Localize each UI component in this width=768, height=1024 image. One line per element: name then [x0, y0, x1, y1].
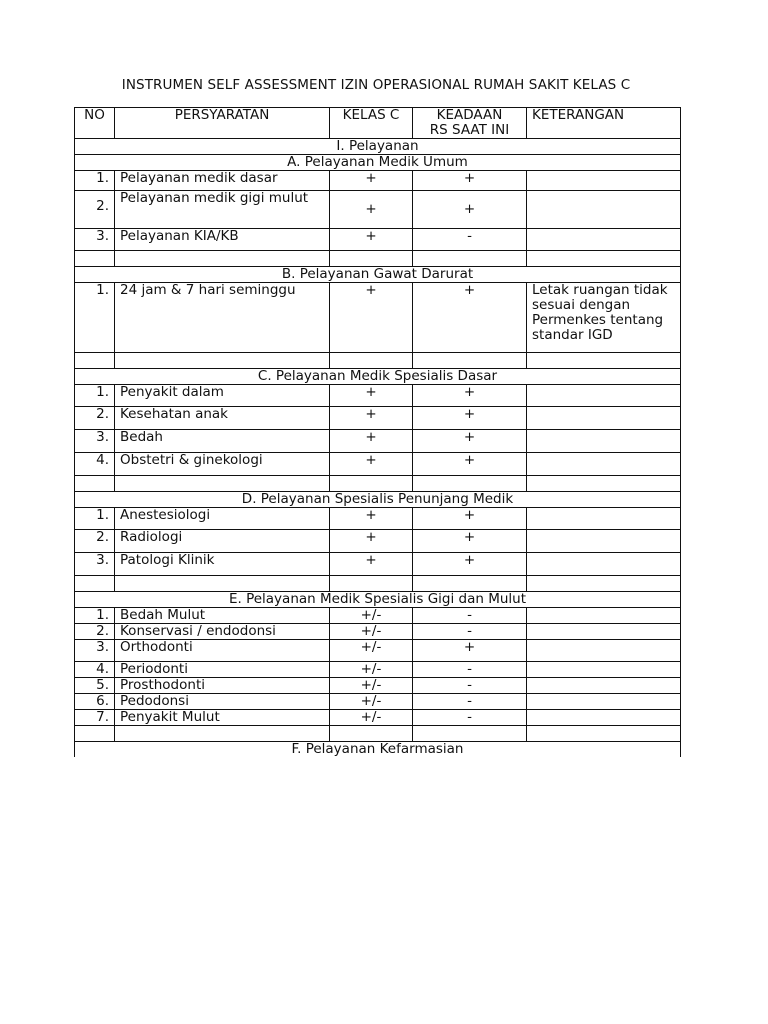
row-requirement: Obstetri & ginekologi	[115, 453, 330, 476]
section-row	[75, 492, 681, 508]
row-class: +/-	[330, 640, 413, 662]
row-requirement: Periodonti	[115, 662, 330, 678]
row-condition: +	[413, 385, 527, 407]
table-row	[75, 553, 681, 576]
row-notes	[527, 453, 681, 476]
row-number: 1.	[75, 385, 115, 407]
table-row	[75, 508, 681, 530]
row-condition: +	[413, 430, 527, 453]
row-requirement: Kesehatan anak	[115, 407, 330, 430]
document-title: INSTRUMEN SELF ASSESSMENT IZIN OPERASIONAL RUMAH SAKIT KELAS C	[121, 77, 631, 93]
header-row	[75, 108, 681, 139]
row-number: 3.	[75, 553, 115, 576]
table-row	[75, 608, 681, 624]
row-condition: +	[413, 530, 527, 553]
row-requirement: Penyakit Mulut	[115, 710, 330, 726]
row-number: 2.	[75, 191, 115, 229]
row-notes	[527, 171, 681, 191]
row-condition: +	[413, 553, 527, 576]
row-number: 1.	[75, 171, 115, 191]
row-requirement: Pedodonsi	[115, 694, 330, 710]
row-condition: -	[413, 662, 527, 678]
row-number: 4.	[75, 662, 115, 678]
row-class: +/-	[330, 624, 413, 640]
row-class: +/-	[330, 608, 413, 624]
header-condition-line2: RS SAAT INI	[429, 122, 510, 138]
row-condition: +	[413, 283, 527, 353]
row-requirement: Pelayanan medik dasar	[115, 171, 330, 191]
row-requirement: 24 jam & 7 hari seminggu	[115, 283, 330, 353]
row-class: +	[330, 508, 413, 530]
row-number: 3.	[75, 640, 115, 662]
spacer-row	[75, 251, 681, 267]
row-requirement: Radiologi	[115, 530, 330, 553]
row-condition: +	[413, 191, 527, 229]
table-row	[75, 191, 681, 229]
header-no: NO	[75, 108, 115, 139]
spacer-row	[75, 476, 681, 492]
header-condition	[413, 108, 527, 139]
table-row	[75, 624, 681, 640]
section-title: D. Pelayanan Spesialis Penunjang Medik	[75, 492, 681, 508]
row-notes	[527, 678, 681, 694]
row-number: 2.	[75, 530, 115, 553]
section-row	[75, 592, 681, 608]
table-row	[75, 171, 681, 191]
row-requirement: Orthodonti	[115, 640, 330, 662]
row-requirement: Patologi Klinik	[115, 553, 330, 576]
row-requirement: Prosthodonti	[115, 678, 330, 694]
row-class: +	[330, 530, 413, 553]
table-row	[75, 229, 681, 251]
group-title: I. Pelayanan	[75, 139, 681, 155]
row-class: +	[330, 407, 413, 430]
row-notes	[527, 662, 681, 678]
row-notes	[527, 229, 681, 251]
row-requirement: Anestesiologi	[115, 508, 330, 530]
section-row	[75, 742, 681, 758]
row-condition: -	[413, 694, 527, 710]
header-class: KELAS C	[330, 108, 413, 139]
row-notes: Letak ruangan tidak sesuai dengan Permenkes tentang standar IGD	[527, 283, 681, 353]
spacer-row	[75, 353, 681, 369]
row-condition: +	[413, 171, 527, 191]
row-notes	[527, 553, 681, 576]
table-row	[75, 530, 681, 553]
row-condition: +	[413, 640, 527, 662]
row-class: +	[330, 229, 413, 251]
row-notes	[527, 640, 681, 662]
row-notes	[527, 385, 681, 407]
row-condition: -	[413, 710, 527, 726]
row-class: +/-	[330, 710, 413, 726]
header-requirement: PERSYARATAN	[115, 108, 330, 139]
table-row	[75, 694, 681, 710]
section-title: E. Pelayanan Medik Spesialis Gigi dan Mulut	[75, 592, 681, 608]
row-notes	[527, 508, 681, 530]
section-row	[75, 267, 681, 283]
row-class: +	[330, 283, 413, 353]
row-condition: -	[413, 678, 527, 694]
row-notes	[527, 430, 681, 453]
row-notes	[527, 530, 681, 553]
row-number: 4.	[75, 453, 115, 476]
row-requirement: Penyakit dalam	[115, 385, 330, 407]
row-notes	[527, 608, 681, 624]
table-row	[75, 678, 681, 694]
row-requirement: Konservasi / endodonsi	[115, 624, 330, 640]
header-condition-line1: KEADAAN	[436, 107, 503, 123]
row-number: 1.	[75, 283, 115, 353]
row-condition: +	[413, 407, 527, 430]
row-requirement: Pelayanan KIA/KB	[115, 229, 330, 251]
row-class: +/-	[330, 678, 413, 694]
table-row	[75, 662, 681, 678]
row-number: 7.	[75, 710, 115, 726]
spacer-row	[75, 576, 681, 592]
table-row	[75, 640, 681, 662]
row-number: 1.	[75, 508, 115, 530]
row-number: 1.	[75, 608, 115, 624]
row-class: +	[330, 453, 413, 476]
section-title: F. Pelayanan Kefarmasian	[75, 742, 681, 758]
row-class: +/-	[330, 662, 413, 678]
table-row	[75, 430, 681, 453]
header-notes: KETERANGAN	[527, 108, 681, 139]
table-row	[75, 710, 681, 726]
row-condition: +	[413, 508, 527, 530]
row-number: 5.	[75, 678, 115, 694]
section-row	[75, 369, 681, 385]
row-notes	[527, 407, 681, 430]
row-class: +/-	[330, 694, 413, 710]
row-condition: -	[413, 229, 527, 251]
table-row	[75, 283, 681, 353]
section-title: A. Pelayanan Medik Umum	[75, 155, 681, 171]
row-requirement: Pelayanan medik gigi mulut	[115, 191, 330, 229]
group-row	[75, 139, 681, 155]
row-notes	[527, 694, 681, 710]
row-notes	[527, 710, 681, 726]
section-title: C. Pelayanan Medik Spesialis Dasar	[75, 369, 681, 385]
row-number: 2.	[75, 624, 115, 640]
row-notes	[527, 191, 681, 229]
row-condition: -	[413, 608, 527, 624]
row-class: +	[330, 430, 413, 453]
row-notes	[527, 624, 681, 640]
section-row	[75, 155, 681, 171]
row-number: 6.	[75, 694, 115, 710]
row-number: 3.	[75, 229, 115, 251]
table-row	[75, 407, 681, 430]
row-condition: -	[413, 624, 527, 640]
row-condition: +	[413, 453, 527, 476]
row-requirement: Bedah	[115, 430, 330, 453]
section-title: B. Pelayanan Gawat Darurat	[75, 267, 681, 283]
spacer-row	[75, 726, 681, 742]
row-requirement: Bedah Mulut	[115, 608, 330, 624]
row-class: +	[330, 553, 413, 576]
row-class: +	[330, 171, 413, 191]
row-number: 2.	[75, 407, 115, 430]
row-class: +	[330, 191, 413, 229]
row-class: +	[330, 385, 413, 407]
table-row	[75, 453, 681, 476]
table-row	[75, 385, 681, 407]
row-number: 3.	[75, 430, 115, 453]
assessment-table	[74, 107, 681, 757]
